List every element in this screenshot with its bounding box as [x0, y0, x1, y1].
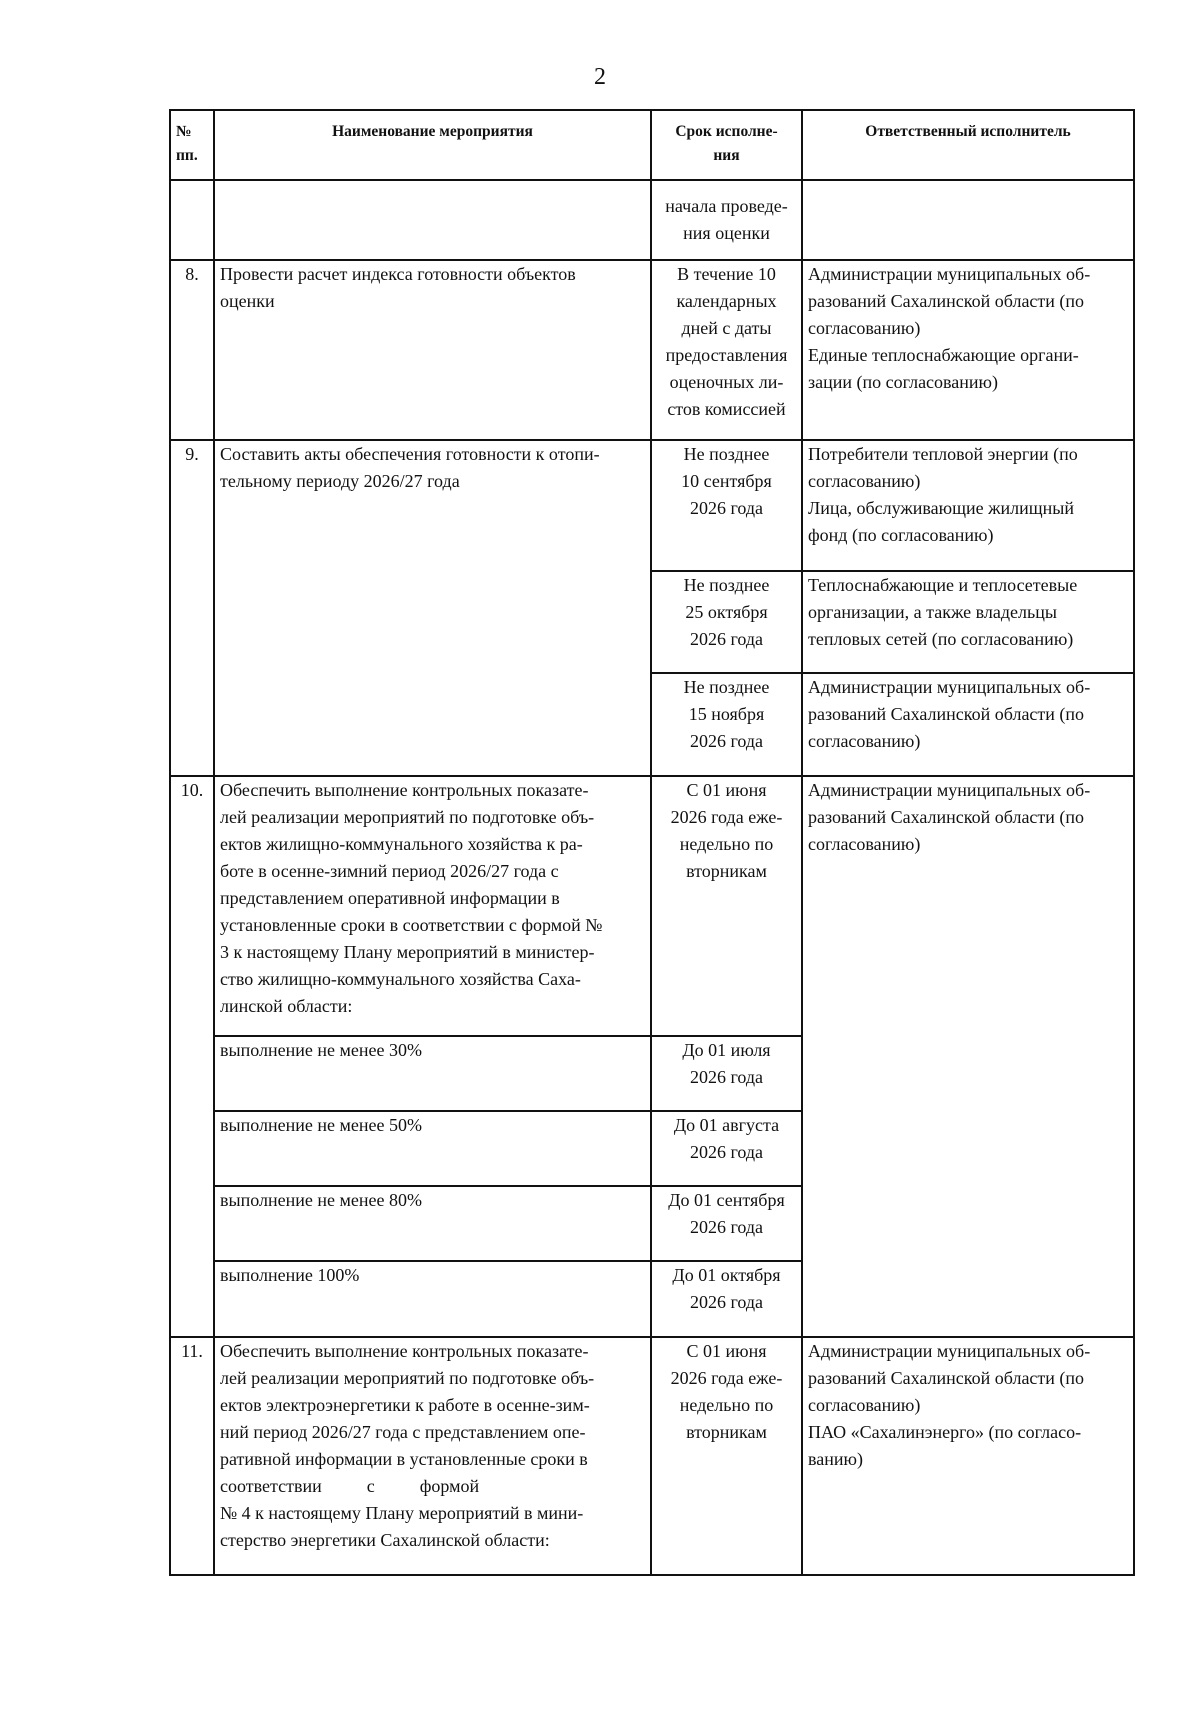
page-number: 2	[594, 64, 606, 90]
deadline-line: начала проведе-	[665, 196, 788, 216]
table-row	[170, 260, 1134, 440]
responsible-cell	[802, 180, 1134, 260]
header-deadline	[651, 110, 802, 180]
event-name-line: № 4 к настоящему Плану мероприятий в мини-	[220, 1503, 584, 1523]
deadline	[651, 440, 802, 571]
responsible	[802, 673, 1134, 776]
event-name-line: ство жилищно-коммунального хозяйства Саха-	[220, 969, 581, 989]
deadline	[651, 260, 802, 440]
progress-item: выполнение 100%	[214, 1261, 651, 1337]
deadline-line: 2026 года	[689, 1067, 764, 1087]
responsible-line: Теплоснабжающие и теплосетевые	[808, 575, 1078, 595]
responsible-line: согласованию)	[808, 1395, 921, 1415]
header-number	[170, 110, 214, 180]
deadline-line: предоставления	[665, 345, 788, 365]
responsible-line: организации, а также владельцы	[808, 602, 1057, 622]
row-number: 9.	[170, 440, 214, 776]
responsible-line: разований Сахалинской области (по	[808, 1368, 1085, 1388]
row-number: 11.	[170, 1337, 214, 1575]
row-number: 10.	[170, 776, 214, 1337]
event-name-line: стерство энергетики Сахалинской области:	[220, 1530, 550, 1550]
deadline-line: вторникам	[686, 1422, 767, 1442]
deadline-line: оценочных ли-	[669, 372, 784, 392]
deadline-line: До 01 сентября	[668, 1190, 785, 1210]
progress-item: выполнение не менее 50%	[214, 1111, 651, 1186]
event-name-line: ративной информации в установленные сроки в	[220, 1449, 588, 1469]
deadline-line: недельно по	[679, 834, 774, 854]
header-number-line: пп.	[176, 147, 198, 164]
responsible-line: согласованию)	[808, 731, 921, 751]
event-name	[214, 776, 651, 1036]
header-deadline-line: ния	[713, 147, 740, 164]
table-row	[170, 776, 1134, 1036]
responsible-line: Администрации муниципальных об-	[808, 780, 1091, 800]
responsible-line: Единые теплоснабжающие органи-	[808, 345, 1079, 365]
deadline-line: 25 октября	[685, 602, 768, 622]
header-responsible: Ответственный исполнитель	[802, 110, 1134, 180]
header-number-line: №	[176, 123, 192, 140]
deadline	[651, 1186, 802, 1261]
event-name-cell	[214, 180, 651, 260]
deadline-line: Не позднее	[683, 444, 770, 464]
responsible	[802, 1337, 1134, 1575]
header-event-name: Наименование мероприятия	[214, 110, 651, 180]
deadline-line: 2026 года	[689, 498, 764, 518]
deadline-line: Не позднее	[683, 575, 770, 595]
deadline-line: До 01 августа	[673, 1115, 780, 1135]
deadline	[651, 1261, 802, 1337]
responsible-line: Администрации муниципальных об-	[808, 264, 1091, 284]
event-name-line: ектов жилищно-коммунального хозяйства к ра-	[220, 834, 583, 854]
table-row	[170, 180, 1134, 260]
responsible-line: Администрации муниципальных об-	[808, 1341, 1091, 1361]
table-header-row	[170, 110, 1134, 180]
row-number: 8.	[170, 260, 214, 440]
event-name-line: Провести расчет индекса готовности объектов	[220, 264, 576, 284]
events-plan-table	[169, 109, 1135, 1576]
deadline-line: Не позднее	[683, 677, 770, 697]
progress-item: выполнение не менее 80%	[214, 1186, 651, 1261]
deadline-line: 2026 года	[689, 1217, 764, 1237]
responsible-line: ванию)	[808, 1449, 863, 1469]
responsible-line: согласованию)	[808, 834, 921, 854]
deadline	[651, 571, 802, 673]
responsible-line: Потребители тепловой энергии (по	[808, 444, 1078, 464]
responsible-line: тепловых сетей (по согласованию)	[808, 629, 1074, 649]
responsible	[802, 440, 1134, 571]
deadline-line: ния оценки	[683, 223, 770, 243]
event-name-line: лей реализации мероприятий по подготовке объ-	[220, 1368, 595, 1388]
deadline-line: До 01 октября	[672, 1265, 781, 1285]
responsible-line: Лица, обслуживающие жилищный	[808, 498, 1075, 518]
responsible-line: согласованию)	[808, 471, 921, 491]
deadline-line: 2026 года	[689, 1142, 764, 1162]
event-name-line: Обеспечить выполнение контрольных показате-	[220, 1341, 589, 1361]
deadline-cell	[651, 180, 802, 260]
event-name-line: тельному периоду 2026/27 года	[220, 471, 460, 491]
deadline	[651, 776, 802, 1036]
deadline	[651, 1337, 802, 1575]
event-name	[214, 1337, 651, 1575]
event-name-line: линской области:	[220, 996, 353, 1016]
deadline-line: 15 ноября	[688, 704, 765, 724]
event-name-line: боте в осенне-зимний период 2026/27 года с	[220, 861, 559, 881]
deadline-line: стов комиссией	[667, 399, 786, 419]
deadline-line: С 01 июня	[686, 780, 767, 800]
deadline	[651, 673, 802, 776]
deadline-line: 2026 года	[689, 731, 764, 751]
deadline-line: 2026 года	[689, 1292, 764, 1312]
event-name-line: лей реализации мероприятий по подготовке объ-	[220, 807, 595, 827]
responsible-line: Администрации муниципальных об-	[808, 677, 1091, 697]
deadline-line: С 01 июня	[686, 1341, 767, 1361]
responsible-line: разований Сахалинской области (по	[808, 291, 1085, 311]
header-deadline-line: Срок исполне-	[675, 123, 778, 140]
event-name-line: ектов электроэнергетики к работе в осенне-зим-	[220, 1395, 590, 1415]
responsible	[802, 571, 1134, 673]
responsible-line: зации (по согласованию)	[808, 372, 999, 392]
row-number-cell	[170, 180, 214, 260]
deadline-line: До 01 июля	[682, 1040, 771, 1060]
event-name	[214, 260, 651, 440]
table-row	[170, 440, 1134, 571]
deadline	[651, 1111, 802, 1186]
deadline-line: вторникам	[686, 861, 767, 881]
progress-item: выполнение не менее 30%	[214, 1036, 651, 1111]
responsible	[802, 776, 1134, 1337]
event-name-line: 3 к настоящему Плану мероприятий в министер-	[220, 942, 595, 962]
event-name-line: соответствии с формой	[220, 1476, 480, 1496]
deadline-line: недельно по	[679, 1395, 774, 1415]
deadline-line: 2026 года	[689, 629, 764, 649]
event-name-line: Составить акты обеспечения готовности к отопи-	[220, 444, 600, 464]
deadline-line: календарных	[676, 291, 777, 311]
responsible-line: ПАО «Сахалинэнерго» (по согласо-	[808, 1422, 1082, 1442]
deadline	[651, 1036, 802, 1111]
deadline-line: 2026 года еже-	[670, 807, 783, 827]
responsible-line: согласованию)	[808, 318, 921, 338]
event-name-line: представлением оперативной информации в	[220, 888, 560, 908]
responsible	[802, 260, 1134, 440]
deadline-line: 10 сентября	[681, 471, 772, 491]
responsible-line: разований Сахалинской области (по	[808, 807, 1085, 827]
deadline-line: 2026 года еже-	[670, 1368, 783, 1388]
event-name	[214, 440, 651, 776]
deadline-line: В течение 10	[677, 264, 776, 284]
event-name-line: оценки	[220, 291, 275, 311]
deadline-line: дней с даты	[681, 318, 772, 338]
table-row	[170, 1337, 1134, 1575]
event-name-line: ний период 2026/27 года с представлением опе-	[220, 1422, 586, 1442]
responsible-line: разований Сахалинской области (по	[808, 704, 1085, 724]
event-name-line: Обеспечить выполнение контрольных показате-	[220, 780, 589, 800]
responsible-line: фонд (по согласованию)	[808, 525, 994, 545]
event-name-line: установленные сроки в соответствии с формой №	[220, 915, 603, 935]
